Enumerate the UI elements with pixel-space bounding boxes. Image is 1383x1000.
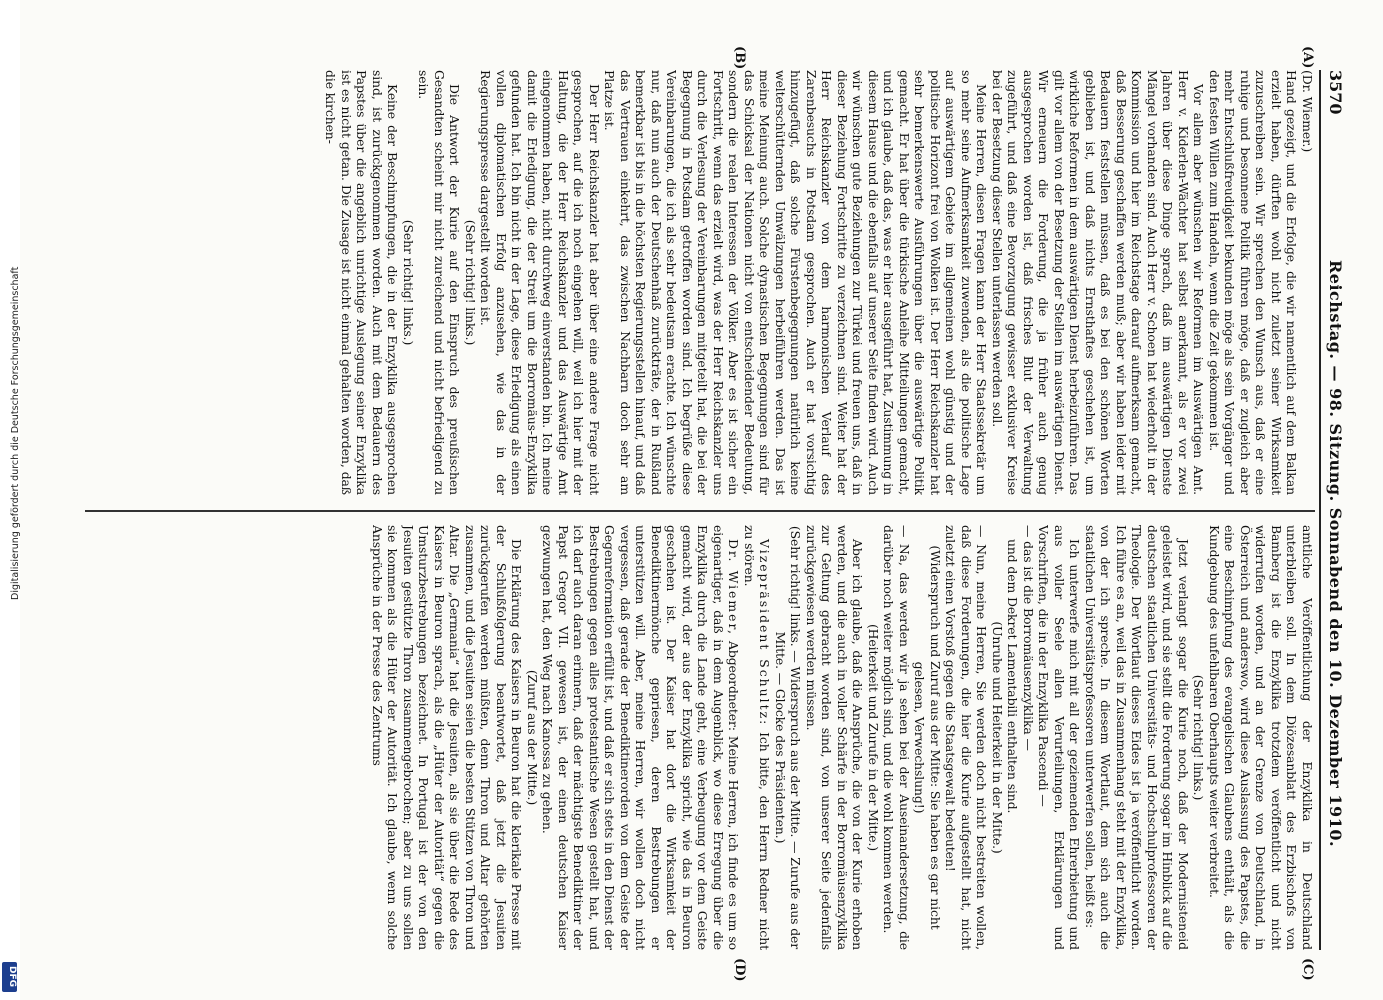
- margin-mark-b: (B): [732, 46, 747, 70]
- dfg-logo: [2, 962, 17, 992]
- paragraph: — Na, das werden wir ja sehen bei der Auseinandersetzung, die darüber noch weiter möglich sind, und die wohl kommen werden.: [881, 525, 912, 950]
- page-header: [1323, 70, 1345, 950]
- digitization-note: Digitalisierung gefördert durch die Deutsche Forschungsgemeinschaft: [10, 266, 21, 600]
- paragraph: Jetzt verlangt sogar die Kurie noch, daß der Modernisteneid geleistet wird, und sie stellt die Forderung sogar im Hinblick auf die deutschen staatlichen Universitäts- und Hochschulprofessoren der Theologie. Der Wortlaut dieses Eides ist ja veröffentlicht worden. Ich führe es an, weil das in Zusammenhang steht mit der Enzyklika, von der ich spreche. In diesem Wortlaut, dem sich auch die staatlichen Universitätsprofessoren unterwerfen sollen, heißt es:: [1083, 525, 1191, 950]
- paragraph: Keine der Beschimpfungen, die in der Enzyklika ausgesprochen sind, ist zurückgenommen worden. Auch mit dem Bedauern des Papstes über die angeblich unrichtige Auslegung seiner Enzyklika ist es nicht getan. Die Zusage ist nicht einmal gehalten worden, daß die kirchen-: [323, 70, 401, 495]
- paragraph: Meine Herren, diesen Fragen kann der Herr Staatssekretär um so mehr seine Aufmerksamkeit zuwenden, als die politische Lage auf auswärtigem Gebiete im allgemeinen wohl günstig und der politische Horizont frei von Wolken ist. Der Herr Reichskanzler hat sehr bemerkenswerte Ausführungen über die auswärtige Politik gemacht. Er hat über die türkische Anleihe Mitteilungen gemacht, und ich glaube, daß das, was er hier ausgeführt hat, Zustimmung in diesem Hause und die ebenfalls auf unserer Seite finden wird. Auch wir wünschen gute Beziehungen zur Türkei und freuen uns, daß in dieser Beziehung Fortschritte zu verzeichnen sind. Weiter hat der Herr Reichskanzler von dem harmonischen Verlauf des Zarenbesuchs in Potsdam gesprochen. Auch er hat vorsichtig hinzugefügt, daß solche Fürstenbegegnungen natürlich keine welterschütternden Umwälzungen herbeiführen werden. Das ist meine Meinung auch. Solche dynastischen Begegnungen sind für das Schicksal der Nationen nicht von entscheidender Bedeutung, sondern die realen Interessen der Völker. Aber es ist sicher ein Fortschritt, wenn das erzielt wird, was der Herr Reichskanzler uns durch die Verlesung der Vereinbarungen mitgeteilt hat, die bei der Begegnung in Potsdam getroffen worden sind. Ich begrüße diese Vereinbarungen, die ich als sehr bedeutsam erachte. Ich wünschte nur, daß nun auch der Deutschenhaß zurückträte, der in Rußland bemerkbar ist bis in die höchsten Regierungsstellen hinauf, und daß das Vertrauen einkehrt, das zwischen Nachbarn doch sehr am Platze ist.: [602, 70, 990, 495]
- speaker-name: Dr. Wiemer,: [726, 539, 742, 636]
- reaction: (Zuruf aus der Mitte.): [525, 669, 540, 806]
- paragraph: Die Antwort der Kurie auf den Einspruch des preußischen Gesandten scheint mir nicht zureichend und nicht befriedigend zu sein.: [416, 70, 463, 495]
- document-sheet: [75, 46, 1345, 982]
- paragraph: Hand gezeigt, und die Erfolge, die wir namentlich auf dem Balkan erzielt haben, dürften wohl nicht zuletzt seiner Wirksamkeit zuzuschreiben sein. Wir sprechen den Wunsch aus, daß er eine ruhige und besonnene Politik führen möge, daß er zugleich aber mehr Entschlußfreudigkeit bekunden möge als sein Vorgänger und den festen Willen zum Handeln, wenn die Zeit gekommen ist.: [1207, 70, 1300, 495]
- page-number: 3570: [1326, 70, 1345, 115]
- paragraph: — Nun, meine Herren, Sie werden doch nicht bestreiten wollen, daß diese Forderungen, die hier die Kurie aufgestellt hat, nicht zuletzt einen Vorstoß gegen die Staatsgewalt bedeuten!: [943, 525, 990, 950]
- paragraph: Aber ich glaube, daß die Ansprüche, die von der Kurie erhoben werden, und die auch in voller Schärfe in der Borromäusenzyklika zur Geltung gebracht worden sind, von unserer Seite jedenfalls zurückgewiesen werden müssen.: [804, 525, 866, 950]
- margin-mark-d: (D): [732, 958, 747, 982]
- reaction: (Sehr richtig! links.): [401, 219, 416, 346]
- reaction: (Widerspruch und Zuruf aus der Mitte: Sie haben es gar nicht gelesen, Verwechslung!): [912, 545, 943, 930]
- paragraph: Die Erklärung des Kaisers in Beuron hat die klerikale Presse mit der Schlußfolgerung beantwortet, daß jetzt die Jesuiten zurückgerufen werden müßten, denn Thron und Altar gehörten zusammen, und die Jesuiten seien die besten Stützen von Thron und Altar. Die „Germania“ hat die Jesuiten, als sie über die Rede des Kaisers in Beuron sprach, als die „Hüter der Autorität“ gegen die Umsturzbestrebungen bezeichnet. In Portugal ist der von den Jesuiten gestützte Thron zusammengebrochen; aber zu uns sollen sie kommen als die Hüter der Autorität. Ich glaube, wenn solche Ansprüche in der Presse des Zentrums: [370, 525, 525, 950]
- reaction: (Unruhe und Heiterkeit in der Mitte.): [990, 621, 1005, 854]
- paragraph: amtliche Veröffentlichung der Enzyklika in Deutschland unterbleiben soll. In dem Diözesanblatt des Erzbischofs von Bamberg ist die Enzyklika trotzdem veröffentlicht und nicht widerrufen worden, und an der Grenze von Deutschland, in Österreich und anderswo, wird diese Auslassung des Papstes, die eine Beschimpfung des evangelischen Glaubens enthält, als die Kundgebung des unfehlbaren Oberhaupts weiter verbreitet.: [1207, 525, 1315, 950]
- header-rule: [1319, 70, 1321, 950]
- paragraph: Der Herr Reichskanzler hat aber über eine andere Frage nicht gesprochen, auf die ich noch eingehen will, weil ich hier mit der Haltung, die der Herr Reichskanzler und das Auswärtige Amt eingenommen haben, nicht durchweg einverstanden bin. Ich meine damit die Erledigung, die der Streit um die Borromäus-Enzyklika gefunden hat. Ich bin nicht in der Lage, diese Erledigung als einen vollen diplomatischen Erfolg anzusehen, wie das in der Regierungspresse dargestellt worden ist.: [478, 70, 602, 495]
- margin-mark-a: (A): [1300, 46, 1315, 69]
- speaker-header: (Dr. Wiemer.): [1300, 70, 1315, 153]
- quote: Ich unterwerfe mich mit all der geziemenden Ehrerbietung und aus voller Seele allen Verurteilungen, Erklärungen und Vorschriften, die in der Enzyklika Pascendi —: [1036, 525, 1083, 950]
- reaction: (Heiterkeit und Zurufe in der Mitte.): [866, 623, 881, 852]
- left-column: [85, 70, 1315, 495]
- reaction: (Sehr richtig! links.): [1191, 674, 1207, 801]
- funding-strip: [0, 0, 20, 1000]
- reaction: (Sehr richtig! links.): [463, 219, 478, 346]
- column-divider: [85, 510, 1315, 512]
- margin-mark-c: (C): [1300, 958, 1315, 981]
- speech-text: Abgeordneter: Meine Herren, ich finde es um so eigenartiger, daß in dem Augenblick, wo diese Erregung über die Enzyklika durch die Lande geht, eine Verbeugung vor dem Geiste gemacht wird, der aus der Enzyklika spricht, wie das in Beuron geschehen ist. Der Kaiser hat dort die Wirksamkeit der Benediktinermönche gepriesen, deren Bestrebungen er unterstützen will. Aber, meine Herren, wir wollen doch nicht vergessen, daß gerade der Benediktinerorden von dem Geiste der Gegenreformation erfüllt ist, und daß er sich stets in den Dienst der Bestrebungen gegen alles protestantische Wesen gestellt hat, und ich darf auch daran erinnern, daß der mächtigste Benediktiner der Papst Gregor VII. gewesen ist, der einen deutschen Kaiser gezwungen hat, den Weg nach Kanossa zu gehen.: [540, 525, 742, 950]
- paragraph-presiding: [742, 525, 773, 950]
- speaker-name: Vizepräsident Schultz:: [757, 539, 773, 727]
- quote-interjection: — das ist die Borromäusenzyklika —: [1021, 525, 1036, 751]
- paragraph: Vor allem aber wünschen wir Reformen im Auswärtigen Amt. Herr v. Kiderlen-Wächter hat selbst anerkannt, als er vor zwei Jahren über diese Dinge sprach, daß im auswärtigen Dienste Mängel vorhanden sind. Auch Herr v. Schoen hat wiederholt in der Kommission und hier im Reichstage darauf aufmerksam gemacht, daß Besserung geschaffen werden muß; aber wir haben leider mit Bedauern feststellen müssen, daß es bei den schönen Worten geblieben ist, und daß nichts Ernsthaftes geschehen ist, um wirkliche Reformen in dem auswärtigen Dienst herbeizuführen. Das gilt vor allem von der Besetzung der Stellen im auswärtigen Dienst. Wir erneuern die Forderung, die ja früher auch genug ausgesprochen worden ist, daß frisches Blut der Verwaltung zugeführt, und daß eine Bevorzugung gewisser exklusiver Kreise bei der Besetzung dieser Stellen unterlassen werden soll.: [990, 70, 1207, 495]
- reaction: (Sehr richtig! links. — Widerspruch aus der Mitte. — Zurufe aus der Mitte. — Glocke des Präsidenten.): [773, 525, 804, 950]
- right-column: [85, 525, 1315, 950]
- speech-text: Ich bitte, den Herrn Redner nicht zu stören.: [742, 525, 773, 950]
- quote-end: und dem Dekret Lamentabili enthalten sind.: [1005, 539, 1021, 814]
- page-title: Reichstag. — 98. Sitzung. Sonnabend den 10. Dezember 1910.: [1326, 260, 1345, 848]
- paragraph-speaker: [540, 525, 742, 950]
- dfg-logo-text: DFG: [7, 966, 17, 988]
